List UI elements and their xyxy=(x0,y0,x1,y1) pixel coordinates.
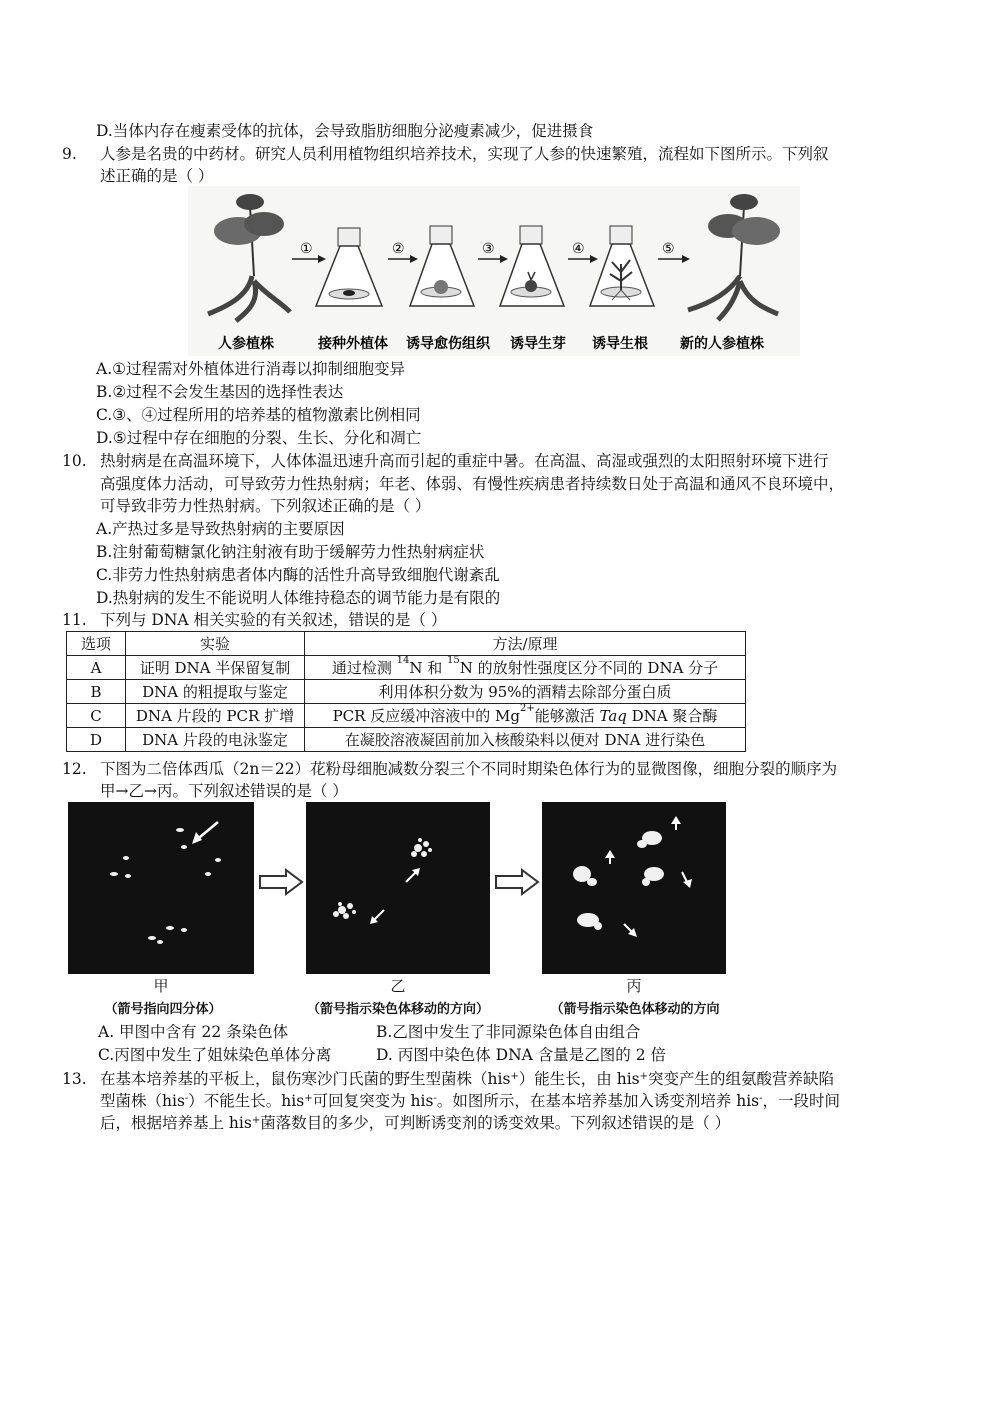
panel-note-jia: （箭号指向四分体） xyxy=(104,1002,222,1017)
q8-option-d: D.当体内存在瘦素受体的抗体，会导致脂肪细胞分泌瘦素减少，促进摄食 xyxy=(96,122,594,140)
header-method: 方法/原理 xyxy=(305,632,746,656)
flask-icon-4 xyxy=(590,226,654,306)
panel-label-yi: 乙 xyxy=(390,977,406,995)
q12-option-a: A. 甲图中含有 22 条染色体 xyxy=(98,1023,289,1041)
q10-stem-line3: 可导致非劳力性热射病。下列叙述正确的是（ ） xyxy=(100,497,431,515)
label-induce-root: 诱导生根 xyxy=(592,336,648,352)
panel-label-bing: 丙 xyxy=(626,977,642,995)
row-a-option: A xyxy=(67,656,126,680)
label-inoculate-explant: 接种外植体 xyxy=(318,336,388,352)
table-row xyxy=(67,680,746,704)
q10-number: 10. xyxy=(62,452,87,470)
row-d-option: D xyxy=(67,728,126,752)
row-a-experiment: 证明 DNA 半保留复制 xyxy=(126,656,305,680)
q13-stem-line1: 在基本培养基的平板上，鼠伤寒沙门氏菌的野生型菌株（his+）能生长，由 his+突变产生的组氨酸营养缺陷 xyxy=(100,1070,835,1088)
step-label-5: ⑤ xyxy=(662,241,675,257)
micrograph-jia xyxy=(68,802,254,974)
q9-option-a: A.①过程需对外植体进行消毒以抑制细胞变异 xyxy=(96,360,406,378)
new-ginseng-plant-icon xyxy=(688,194,780,320)
q10-option-d: D.热射病的发生不能说明人体维持稳态的调节能力是有限的 xyxy=(96,589,501,607)
q13-number: 13. xyxy=(62,1070,87,1088)
flask-icon-3 xyxy=(500,226,564,306)
header-option: 选项 xyxy=(67,632,126,656)
q10-stem-line1: 热射病是在高温环境下，人体体温迅速升高而引起的重症中暑。在高温、高湿或强烈的太阳照射环境下进行 xyxy=(100,452,829,470)
q10-option-c: C.非劳力性热射病患者体内酶的活性升高导致细胞代谢紊乱 xyxy=(96,566,500,584)
q13-stem-line2: 型菌株（his-）不能生长。his+可回复突变为 his-。如图所示，在基本培养基加入诱变剂培养 his-，一段时间 xyxy=(100,1092,841,1110)
table-row xyxy=(67,704,746,728)
q13-stem-line3: 后，根据培养基上 his+菌落数目的多少，可判断诱变剂的诱变效果。下列叙述错误的是（ ） xyxy=(100,1114,731,1132)
ginseng-plant-icon xyxy=(208,194,290,321)
label-induce-callus: 诱导愈伤组织 xyxy=(406,336,490,352)
header-experiment: 实验 xyxy=(126,632,305,656)
step-label-4: ④ xyxy=(572,241,585,257)
label-induce-shoot: 诱导生芽 xyxy=(510,336,566,352)
row-c-option: C xyxy=(67,704,126,728)
dna-experiment-table xyxy=(66,631,746,752)
q9-option-c: C.③、④过程所用的培养基的植物激素比例相同 xyxy=(96,406,421,424)
row-c-method: PCR 反应缓冲溶液中的 $Mg^{2+}$能够激活 Taq DNA 聚合酶 xyxy=(305,704,746,728)
panel-note-yi: （箭号指示染色体移动的方向） xyxy=(306,1002,489,1017)
tissue-culture-diagram xyxy=(188,186,800,356)
row-b-experiment: DNA 的粗提取与鉴定 xyxy=(126,680,305,704)
micrograph-yi xyxy=(306,802,490,974)
q9-stem-line2: 述正确的是（ ） xyxy=(100,167,214,185)
flask-icon-2 xyxy=(410,226,474,306)
q12-option-b: B.乙图中发生了非同源染色体自由组合 xyxy=(376,1023,641,1041)
label-new-ginseng-plant: 新的人参植株 xyxy=(680,336,764,352)
table-row xyxy=(67,656,746,680)
row-a-method: 通过检测 $^{14}$N 和 $^{15}$N 的放射性强度区分不同的 DNA 分子 xyxy=(305,656,746,680)
q12-option-c: C.丙图中发生了姐妹染色单体分离 xyxy=(98,1046,332,1064)
micrograph-bing xyxy=(542,802,726,974)
q12-stem-line1: 下图为二倍体西瓜（2n＝22）花粉母细胞减数分裂三个不同时期染色体行为的显微图像，细胞分裂的顺序为 xyxy=(100,760,838,778)
q11-stem: 下列与 DNA 相关实验的有关叙述，错误的是（ ） xyxy=(100,611,447,629)
q11-number: 11. xyxy=(62,611,87,629)
step-label-2: ② xyxy=(392,241,405,257)
q9-number: 9. xyxy=(62,145,77,163)
table-header-row xyxy=(67,632,746,656)
q9-figure xyxy=(188,186,800,356)
label-ginseng-plant: 人参植株 xyxy=(218,336,274,352)
arrow-right-icon xyxy=(258,868,304,900)
q9-option-d: D.⑤过程中存在细胞的分裂、生长、分化和凋亡 xyxy=(96,429,422,447)
q10-option-a: A.产热过多是导致热射病的主要原因 xyxy=(96,520,345,538)
q12-option-d: D. 丙图中染色体 DNA 含量是乙图的 2 倍 xyxy=(376,1046,666,1064)
arrow-right-icon xyxy=(494,868,540,900)
table-row xyxy=(67,728,746,752)
q10-option-b: B.注射葡萄糖氯化钠注射液有助于缓解劳力性热射病症状 xyxy=(96,543,485,561)
row-d-method: 在凝胶溶液凝固前加入核酸染料以便对 DNA 进行染色 xyxy=(305,728,746,752)
flask-icon-1 xyxy=(316,228,382,306)
panel-note-bing: （箭号指示染色体移动的方向 xyxy=(550,1002,720,1017)
row-b-method: 利用体积分数为 95%的酒精去除部分蛋白质 xyxy=(305,680,746,704)
q9-option-b: B.②过程不会发生基因的选择性表达 xyxy=(96,383,344,401)
step-label-1: ① xyxy=(300,241,313,257)
q12-stem-line2: 甲→乙→丙。下列叙述错误的是（ ） xyxy=(100,782,348,800)
q12-number: 12. xyxy=(62,760,87,778)
row-d-experiment: DNA 片段的电泳鉴定 xyxy=(126,728,305,752)
step-label-3: ③ xyxy=(482,241,495,257)
q10-stem-line2: 高强度体力活动，可导致劳力性热射病；年老、体弱、有慢性疾病患者持续数日处于高温和通风不良环境中， xyxy=(100,475,845,493)
row-b-option: B xyxy=(67,680,126,704)
row-c-experiment: DNA 片段的 PCR 扩增 xyxy=(126,704,305,728)
panel-label-jia: 甲 xyxy=(153,977,169,995)
q9-stem-line1: 人参是名贵的中药材。研究人员利用植物组织培养技术，实现了人参的快速繁殖，流程如下图所示。下列叙 xyxy=(100,145,829,163)
